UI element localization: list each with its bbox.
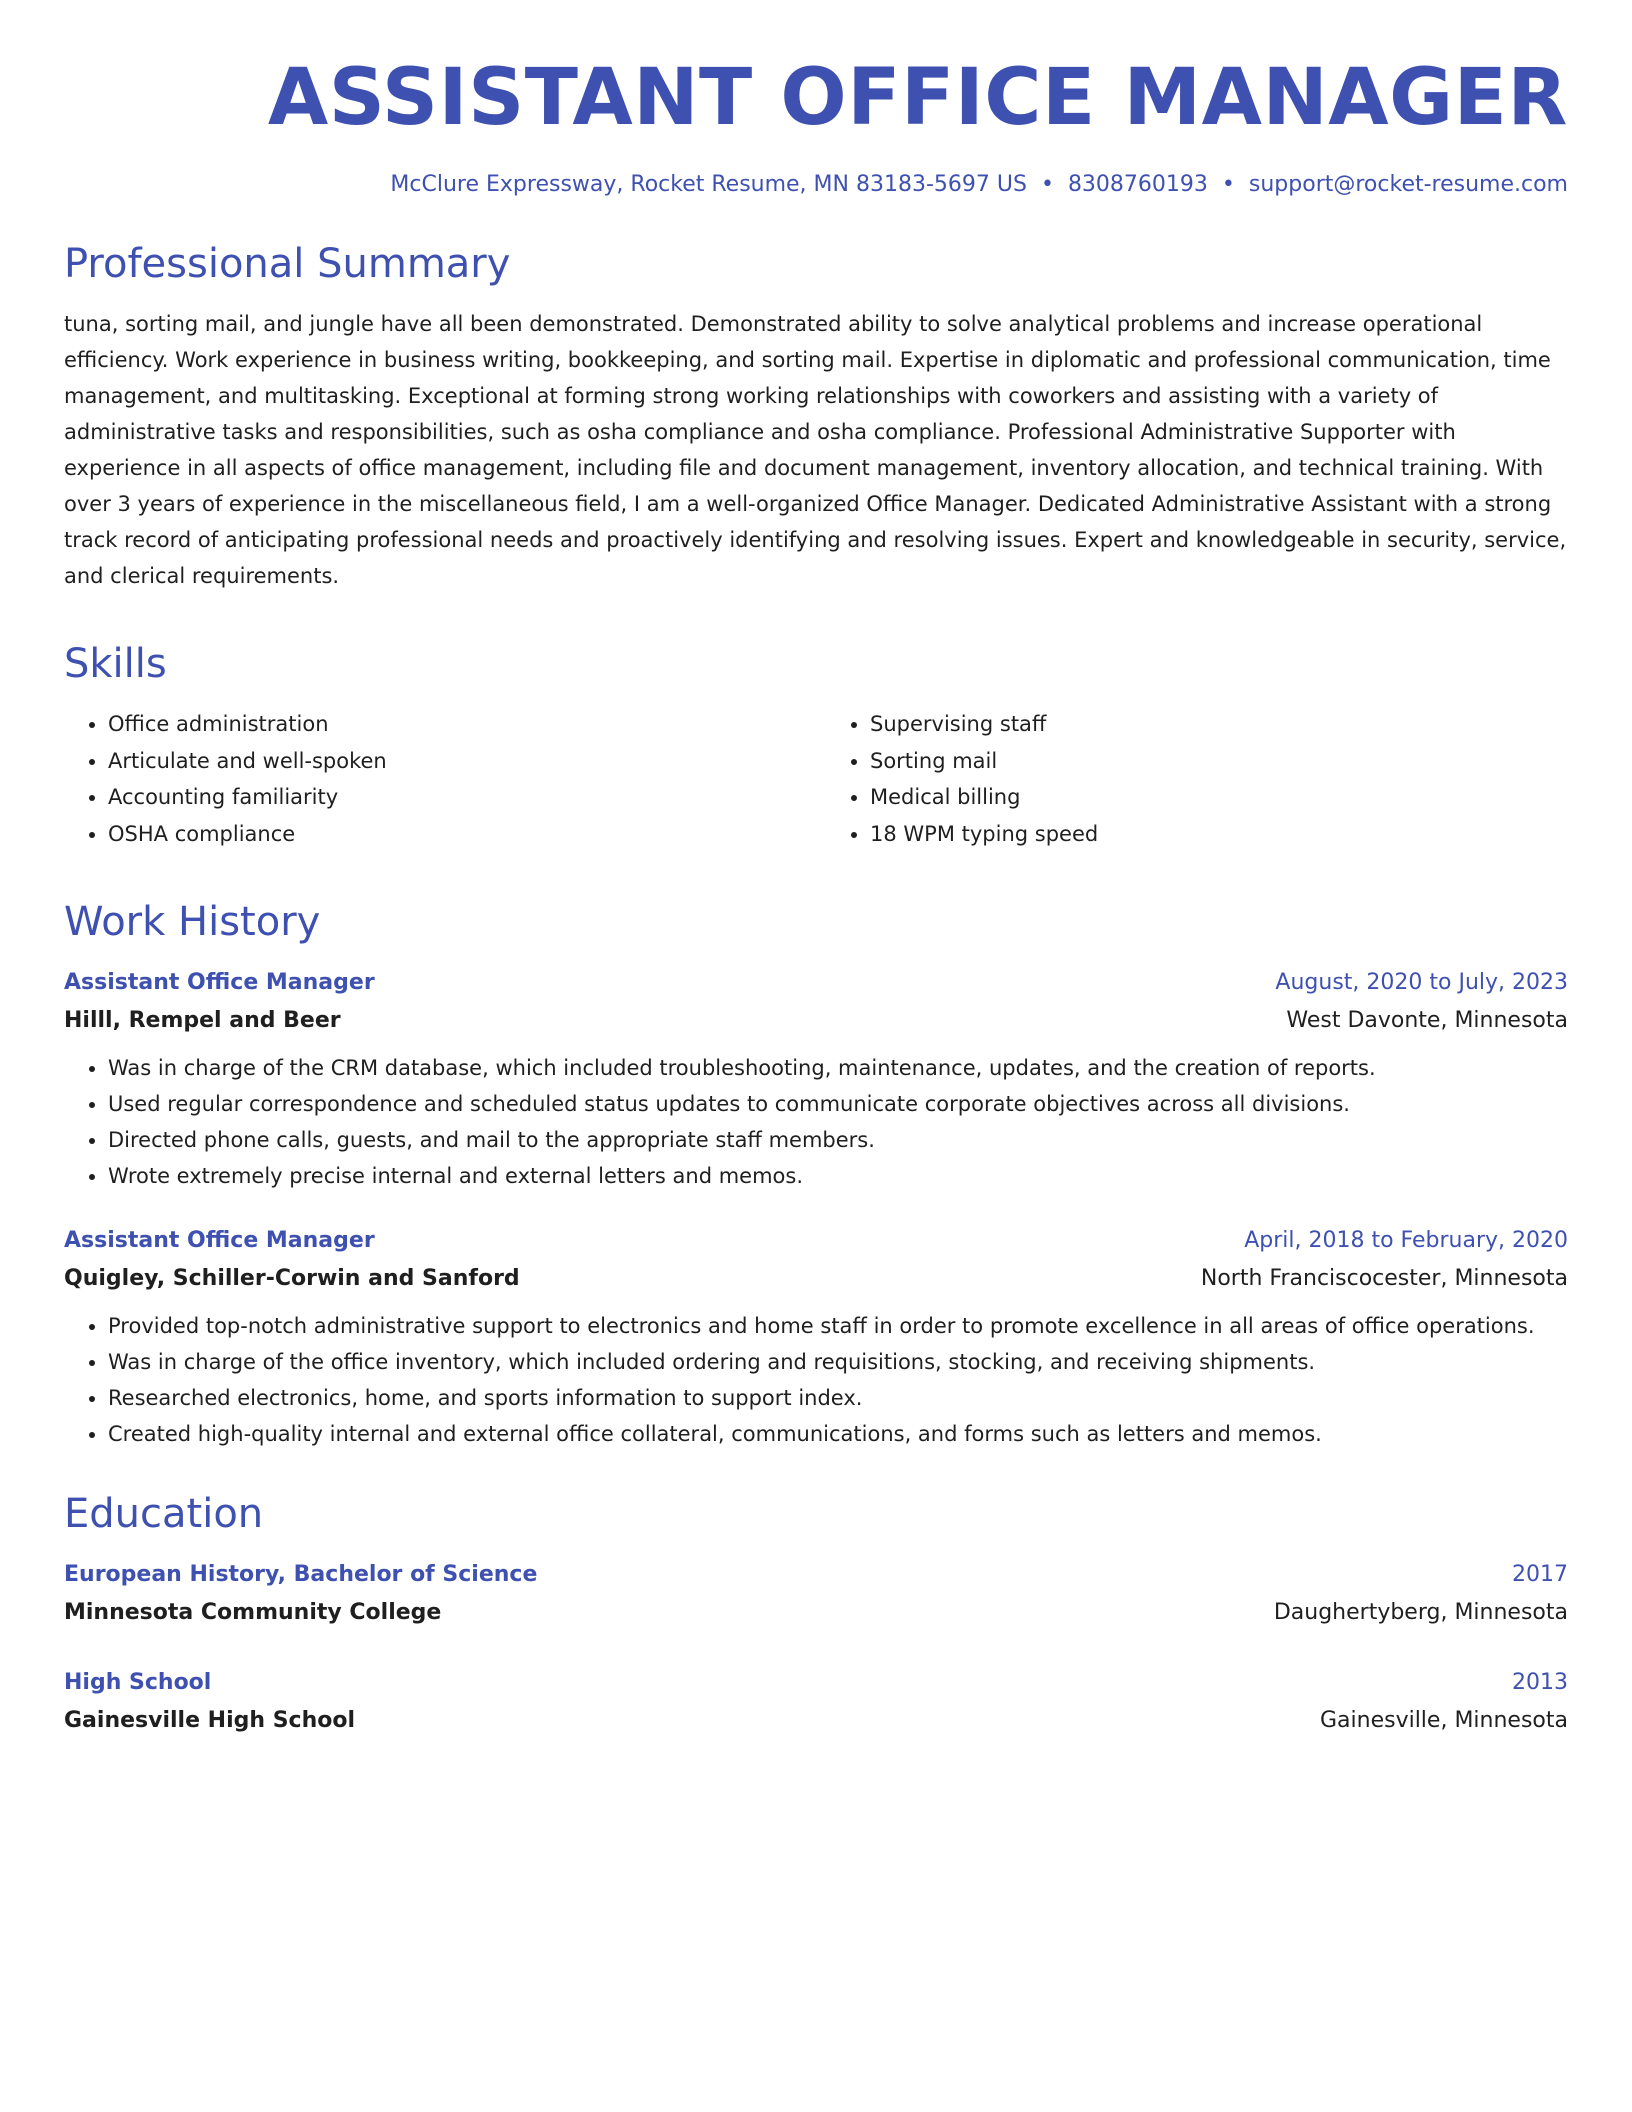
- education-degree: European History, Bachelor of Science: [64, 1562, 538, 1588]
- education-header: [64, 1664, 1568, 1702]
- skill-item: • Medical billing: [870, 779, 1568, 816]
- job-bullet: • Created high-quality internal and external office collateral, communications, and forms such as letters and memos.: [108, 1416, 1568, 1452]
- education-entry: [64, 1664, 1568, 1740]
- job-header: [64, 1222, 1568, 1260]
- job-entry: [64, 1222, 1568, 1452]
- job-bullet: • Wrote extremely precise internal and external letters and memos.: [108, 1158, 1568, 1194]
- contact-separator: •: [1040, 171, 1054, 197]
- job-bullet: • Directed phone calls, guests, and mail to the appropriate staff members.: [108, 1122, 1568, 1158]
- resume-name: ASSISTANT OFFICE MANAGER: [267, 53, 1568, 143]
- job-dates: August, 2020 to July, 2023: [1275, 970, 1568, 996]
- skills-list: [64, 706, 1568, 852]
- skill-item: • Articulate and well-spoken: [108, 743, 806, 780]
- job-location: North Franciscocester, Minnesota: [1200, 1266, 1568, 1292]
- skills-heading: Skills: [64, 641, 167, 688]
- education-subheader: [64, 1594, 1568, 1632]
- job-subheader: [64, 1260, 1568, 1298]
- job-bullet: • Researched electronics, home, and sports information to support index.: [108, 1380, 1568, 1416]
- skill-item: • Accounting familiarity: [108, 779, 806, 816]
- job-bullet: • Was in charge of the office inventory, which included ordering and requisitions, stocking, and receiving shipments.: [108, 1344, 1568, 1380]
- job-header: [64, 964, 1568, 1002]
- job-bullets: [64, 1050, 1568, 1194]
- job-company: Hilll, Rempel and Beer: [64, 1008, 341, 1034]
- job-location: West Davonte, Minnesota: [1286, 1008, 1568, 1034]
- job-bullet: • Was in charge of the CRM database, which included troubleshooting, maintenance, updates, and the creation of reports.: [108, 1050, 1568, 1086]
- education-degree: High School: [64, 1670, 212, 1696]
- job-company: Quigley, Schiller-Corwin and Sanford: [64, 1266, 520, 1292]
- skill-item: • 18 WPM typing speed: [870, 816, 1568, 853]
- job-bullet: • Used regular correspondence and scheduled status updates to communicate corporate objectives across all divisions.: [108, 1086, 1568, 1122]
- contact-email[interactable]: support@rocket-resume.com: [1248, 171, 1568, 197]
- contact-line: [64, 170, 1568, 201]
- education-school: Gainesville High School: [64, 1708, 356, 1734]
- education-school: Minnesota Community College: [64, 1600, 442, 1626]
- job-bullet: • Provided top-notch administrative support to electronics and home staff in order to promote excellence in all areas of office operations.: [108, 1308, 1568, 1344]
- job-title: Assistant Office Manager: [64, 970, 375, 996]
- summary-text: tuna, sorting mail, and jungle have all been demonstrated. Demonstrated ability to solve analytical problems and increase operational efficiency. Work experience in business writing, bookkeeping, and sorting mail. Expertise in diplomatic and professional communication, time management, and multitasking. Exceptional at forming strong working relationships with coworkers and assisting with a variety of administrative tasks and responsibilities, such as osha compliance and osha compliance. Professional Administrative Supporter with experience in all aspects of office management, including file and document management, inventory allocation, and technical training. With over 3 years of experience in the miscellaneous field, I am a well-organized Office Manager. Dedicated Administrative Assistant with a strong track record of anticipating professional needs and proactively identifying and resolving issues. Expert and knowledgeable in security, service, and clerical requirements.: [64, 312, 1567, 589]
- job-bullets: [64, 1308, 1568, 1452]
- skills-column-left: [64, 706, 806, 852]
- education-subheader: [64, 1702, 1568, 1740]
- skill-item: • Office administration: [108, 706, 806, 743]
- education-entry: [64, 1556, 1568, 1632]
- education-location: Gainesville, Minnesota: [1319, 1708, 1568, 1734]
- education-heading: Education: [64, 1491, 264, 1538]
- work-history-heading: Work History: [64, 899, 321, 946]
- education-header: [64, 1556, 1568, 1594]
- job-entry: [64, 964, 1568, 1194]
- job-subheader: [64, 1002, 1568, 1040]
- skill-item: • OSHA compliance: [108, 816, 806, 853]
- skill-item: • Supervising staff: [870, 706, 1568, 743]
- summary-heading: Professional Summary: [64, 241, 511, 288]
- education-location: Daughertyberg, Minnesota: [1273, 1600, 1568, 1626]
- contact-separator: •: [1221, 171, 1235, 197]
- contact-address: McClure Expressway, Rocket Resume, MN 83183-5697 US: [390, 171, 1027, 197]
- education-year: 2013: [1512, 1670, 1568, 1696]
- job-title: Assistant Office Manager: [64, 1228, 375, 1254]
- education-year: 2017: [1512, 1562, 1568, 1588]
- skills-column-right: [826, 706, 1568, 852]
- skill-item: • Sorting mail: [870, 743, 1568, 780]
- job-dates: April, 2018 to February, 2020: [1244, 1228, 1568, 1254]
- contact-phone: 8308760193: [1067, 171, 1208, 197]
